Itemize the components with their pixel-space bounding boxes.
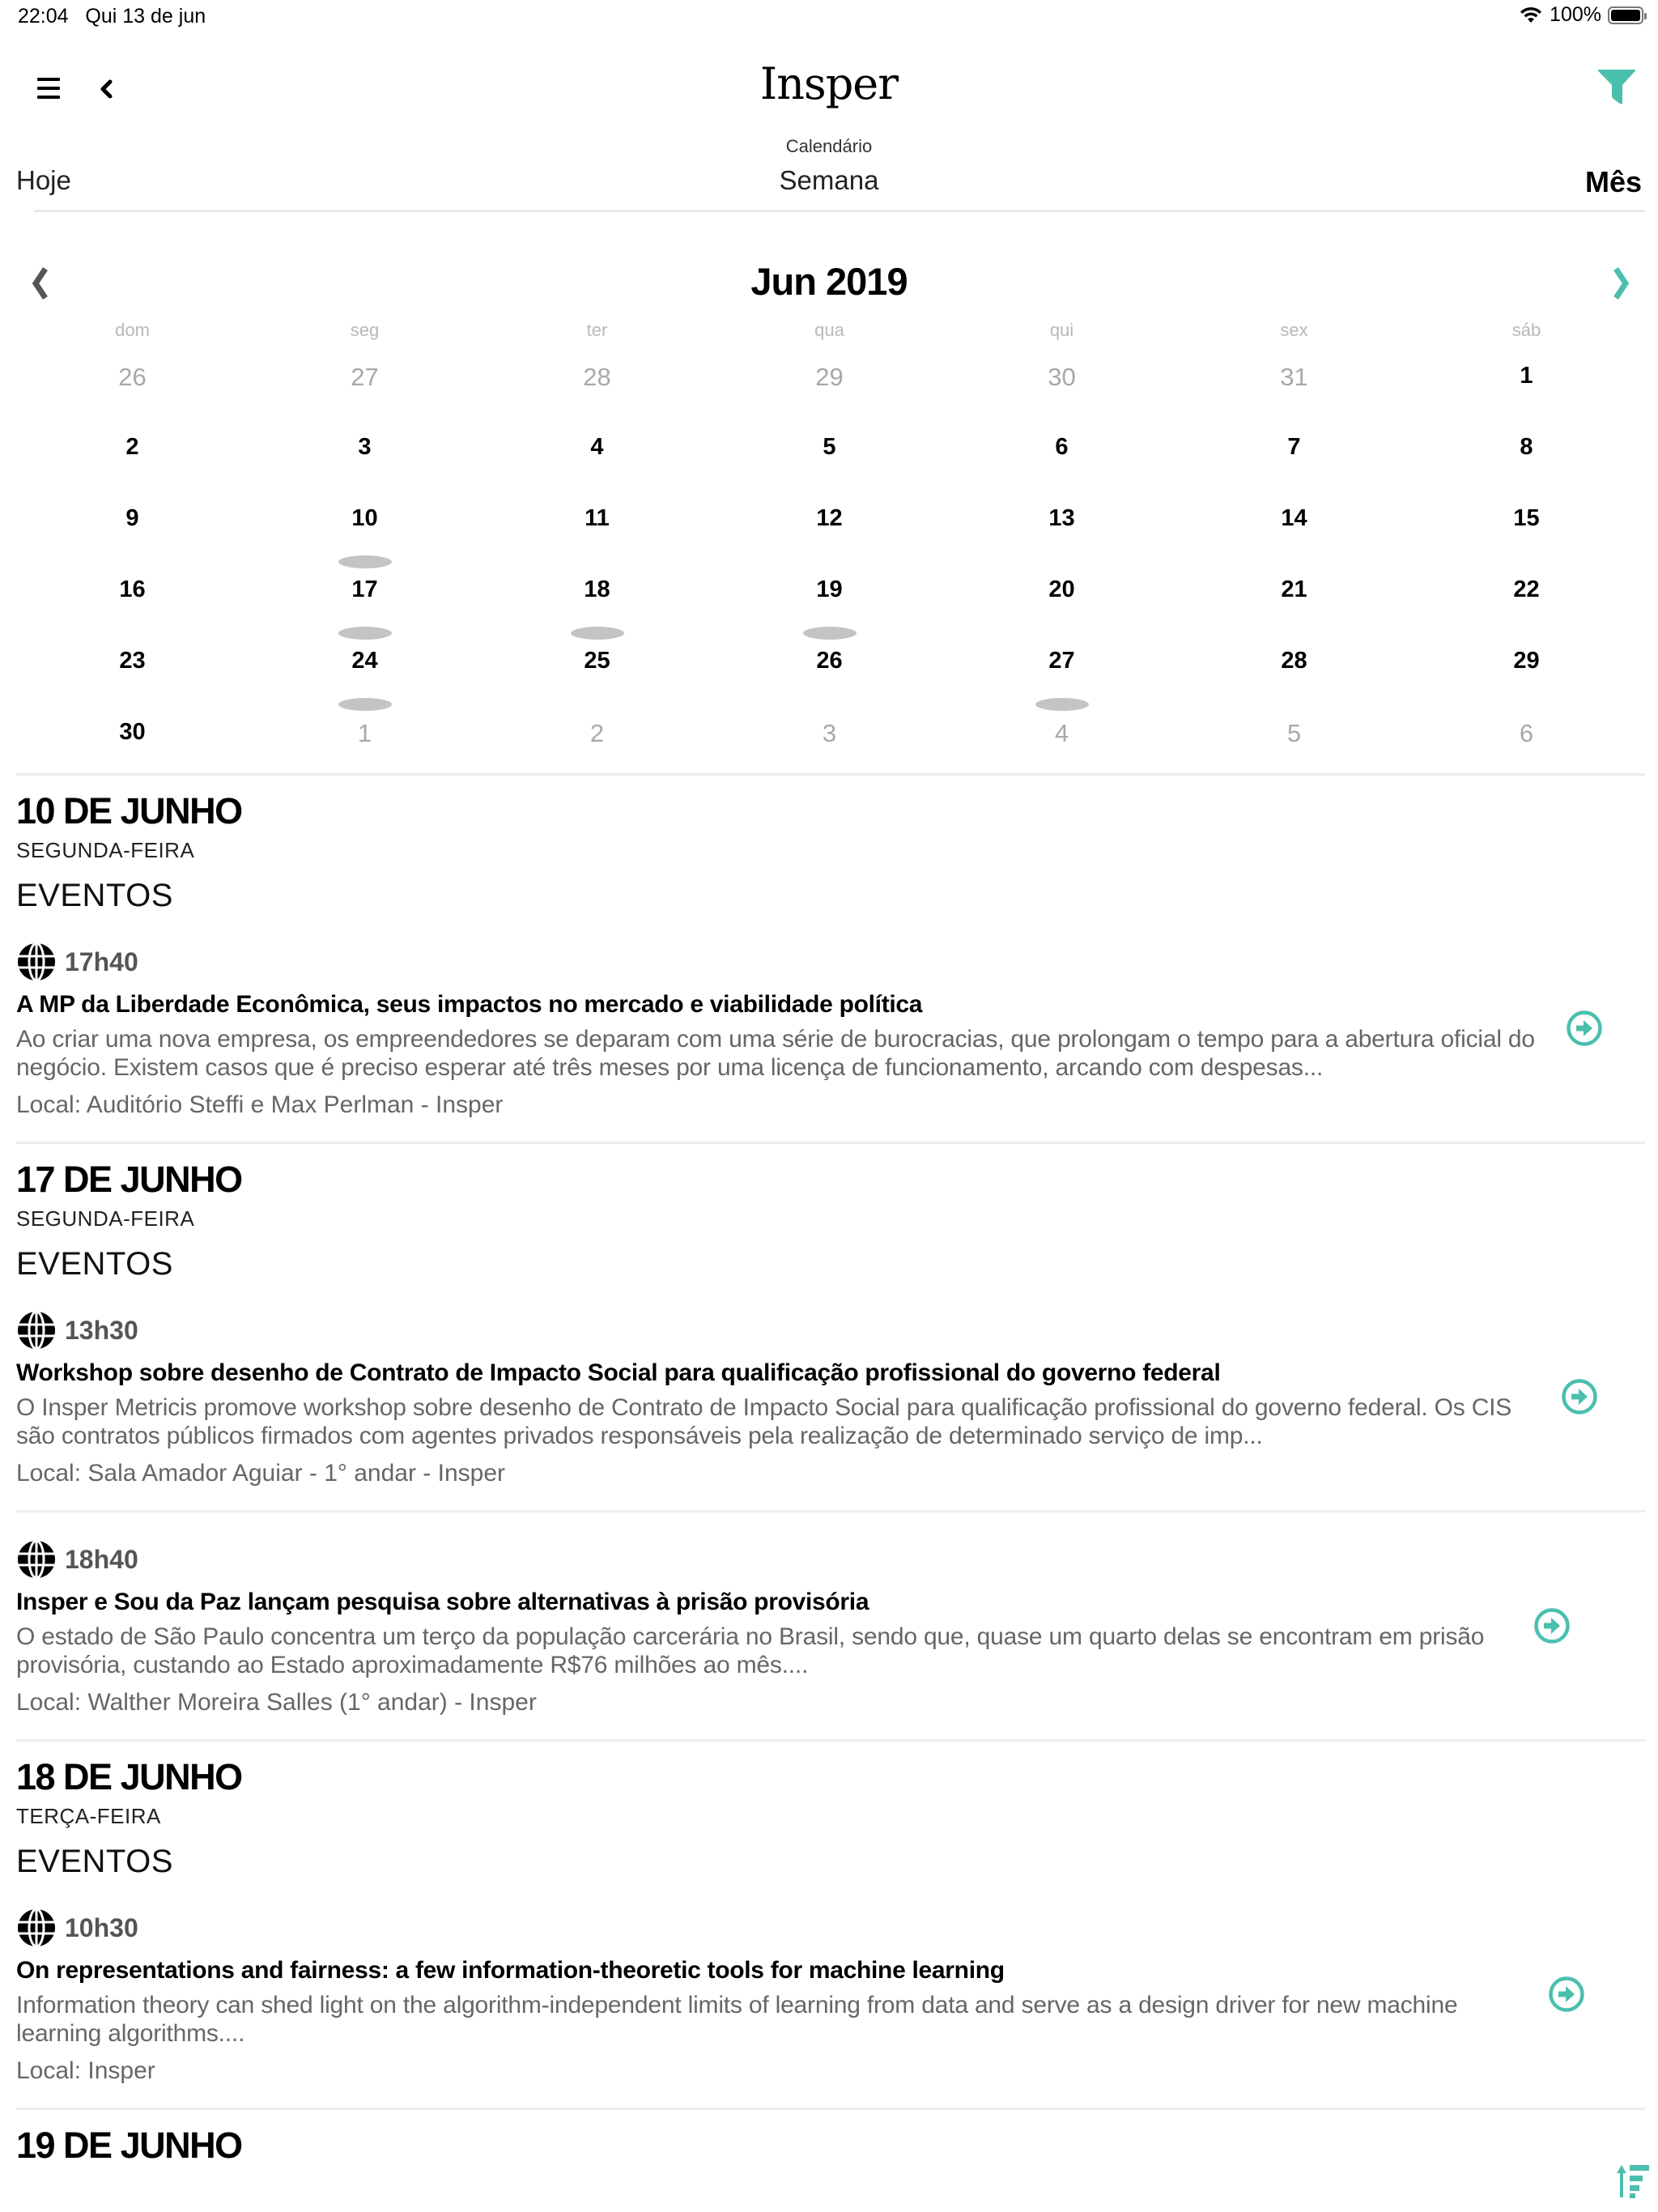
calendar-day[interactable] (713, 347, 946, 418)
calendar-day[interactable] (946, 418, 1178, 489)
open-event-arrow-icon[interactable] (1561, 1378, 1598, 1415)
clock-time: 22:04 (18, 5, 69, 28)
wifi-icon (1519, 6, 1543, 24)
calendar-day[interactable] (249, 418, 481, 489)
month-calendar-grid (16, 314, 1642, 774)
event-location: Local: Walther Moreira Salles (1° andar) - Insper (16, 1689, 537, 1716)
calendar-day[interactable] (481, 703, 713, 774)
calendar-day[interactable] (946, 632, 1178, 703)
calendar-day[interactable] (481, 489, 713, 560)
event-title[interactable]: Workshop sobre desenho de Contrato de Impacto Social para qualificação profissional do governo federal (16, 1359, 1221, 1386)
view-option-semana-wrap (0, 165, 1658, 196)
day-number: 26 (816, 648, 843, 674)
globe-icon (16, 1908, 57, 1948)
day-number: 3 (822, 719, 837, 747)
day-number: 26 (118, 363, 147, 391)
day-number: 6 (1519, 719, 1534, 747)
day-number: 4 (590, 434, 604, 460)
clock-date: Qui 13 de jun (85, 5, 206, 28)
day-number: 9 (125, 505, 139, 531)
day-title: 10 DE JUNHO (16, 790, 242, 832)
events-section-label: EVENTOS (16, 878, 173, 913)
day-number: 22 (1513, 576, 1540, 602)
calendar-day[interactable] (1178, 418, 1410, 489)
scroll-to-top-icon[interactable] (1615, 2163, 1651, 2199)
calendar-day[interactable] (16, 560, 249, 632)
globe-icon (16, 1310, 57, 1351)
event-location: Local: Insper (16, 2057, 155, 2084)
calendar-day[interactable] (713, 560, 946, 632)
calendar-week-row (16, 703, 1642, 774)
day-number: 29 (815, 363, 844, 391)
day-number: 12 (816, 505, 843, 531)
calendar-day[interactable] (1410, 560, 1643, 632)
calendar-day[interactable] (946, 560, 1178, 632)
status-bar-indicators (1519, 3, 1643, 27)
open-event-arrow-icon[interactable] (1548, 1976, 1585, 2013)
day-number: 30 (119, 719, 146, 745)
battery-icon (1608, 6, 1643, 24)
day-number: 7 (1287, 434, 1301, 460)
events-section-label: EVENTOS (16, 1246, 173, 1282)
calendar-day[interactable] (16, 418, 249, 489)
event-title[interactable]: On representations and fairness: a few information-theoretic tools for machine learning (16, 1957, 1005, 1984)
day-number: 2 (589, 719, 605, 747)
calendar-day[interactable] (249, 489, 481, 560)
event-time: 10h30 (65, 1912, 138, 1942)
header-divider (34, 210, 1645, 212)
calendar-day[interactable] (1410, 418, 1643, 489)
event-time: 18h40 (65, 1544, 138, 1574)
day-number: 16 (119, 576, 146, 602)
event-title[interactable]: Insper e Sou da Paz lançam pesquisa sobre alternativas à prisão provisória (16, 1589, 869, 1615)
event-item[interactable] (16, 915, 1645, 1142)
view-option-hoje[interactable]: Hoje (16, 165, 71, 195)
calendar-day[interactable] (713, 703, 946, 774)
day-number: 19 (816, 576, 843, 602)
calendar-day[interactable] (249, 560, 481, 632)
calendar-week-row (16, 418, 1642, 489)
day-number: 28 (583, 363, 611, 391)
calendar-day[interactable] (946, 347, 1178, 418)
calendar-week-row (16, 632, 1642, 703)
calendar-day[interactable] (16, 632, 249, 703)
day-number: 2 (125, 434, 139, 460)
event-description: O Insper Metricis promove workshop sobre desenho de Contrato de Impacto Social para qualificação profissional do governo federal. Os CIS são contratos públicos firmados com agentes privados responsáveis pela realização de determinado serviço de imp... (16, 1394, 1512, 1449)
day-number: 11 (585, 505, 610, 531)
battery-percent: 100% (1550, 3, 1601, 26)
event-time: 17h40 (65, 946, 138, 976)
month-title: Jun 2019 (750, 260, 908, 303)
calendar-day[interactable] (1178, 632, 1410, 703)
weekday-label: sáb (1511, 320, 1541, 340)
day-number: 5 (823, 434, 836, 460)
day-section (16, 1739, 1645, 2108)
day-number: 3 (358, 434, 372, 460)
day-section (16, 2108, 1645, 2167)
day-number: 24 (351, 648, 378, 674)
day-number: 29 (1513, 648, 1540, 674)
day-number: 1 (357, 719, 372, 747)
weekday-label: qua (814, 320, 844, 340)
status-bar-time (18, 5, 206, 28)
event-time-row (16, 1908, 1540, 1947)
day-number: 6 (1055, 434, 1069, 460)
day-number: 13 (1048, 505, 1075, 531)
day-number: 18 (584, 576, 610, 602)
open-event-arrow-icon[interactable] (1533, 1607, 1571, 1644)
events-section-label: EVENTOS (16, 1844, 173, 1879)
calendar-week-row (16, 347, 1642, 418)
open-event-arrow-icon[interactable] (1566, 1010, 1603, 1047)
next-month-chevron-icon[interactable] (1609, 264, 1632, 303)
weekday-label: qui (1049, 320, 1074, 340)
day-title: 19 DE JUNHO (16, 2125, 242, 2166)
day-number: 23 (119, 648, 146, 674)
previous-month-chevron-icon[interactable] (29, 264, 52, 303)
day-number: 8 (1520, 434, 1533, 460)
calendar-week-row (16, 560, 1642, 632)
event-description: Ao criar uma nova empresa, os empreendedores se deparam com uma série de burocracias, que prolongam o tempo para a abertura oficial do negócio. Existem casos que é preciso esperar até três meses por uma licença de funcionamento, arcando com despesas... (16, 1026, 1535, 1081)
day-title: 17 DE JUNHO (16, 1159, 242, 1200)
day-number: 5 (1286, 719, 1302, 747)
calendar-day[interactable] (713, 632, 946, 703)
weekday-label: dom (115, 320, 150, 340)
calendar-day[interactable] (1410, 632, 1643, 703)
day-number: 28 (1281, 648, 1307, 674)
events-list (16, 773, 1645, 2167)
calendar-day[interactable] (481, 418, 713, 489)
day-number: 10 (351, 505, 378, 531)
calendar-day[interactable] (1410, 703, 1643, 774)
day-number: 30 (1048, 363, 1076, 391)
calendar-day[interactable] (249, 632, 481, 703)
calendar-day[interactable] (1410, 489, 1643, 560)
view-caption: Calendário (785, 136, 873, 156)
calendar-day[interactable] (481, 632, 713, 703)
day-section (16, 773, 1645, 1142)
event-location: Local: Sala Amador Aguiar - 1° andar - Insper (16, 1460, 505, 1487)
event-location: Local: Auditório Steffi e Max Perlman - Insper (16, 1091, 504, 1118)
weekday-label: sex (1280, 320, 1308, 340)
filter-icon[interactable] (1596, 66, 1637, 107)
calendar-day[interactable] (1178, 560, 1410, 632)
view-option-semana[interactable]: Semana (779, 165, 879, 195)
day-number: 20 (1048, 576, 1075, 602)
weekday-label: seg (350, 320, 380, 340)
event-time-row (16, 942, 1540, 981)
insper-logo: Insper (759, 58, 899, 109)
calendar-day[interactable] (481, 347, 713, 418)
calendar-day[interactable] (249, 347, 481, 418)
calendar-day[interactable] (713, 418, 946, 489)
calendar-day[interactable] (1178, 703, 1410, 774)
day-number: 27 (1048, 648, 1075, 674)
view-option-mes[interactable]: Mês (1584, 165, 1642, 198)
day-number: 31 (1280, 363, 1308, 391)
day-number: 17 (351, 576, 378, 602)
calendar-day[interactable] (16, 489, 249, 560)
calendar-day[interactable] (16, 703, 249, 774)
event-time-row (16, 1540, 1540, 1579)
calendar-day[interactable] (249, 703, 481, 774)
weekday-header-row (16, 314, 1642, 347)
calendar-day[interactable] (481, 560, 713, 632)
event-item[interactable] (16, 1283, 1645, 1510)
day-section (16, 1142, 1645, 1739)
calendar-day[interactable] (1410, 347, 1643, 418)
calendar-day[interactable] (713, 489, 946, 560)
calendar-day[interactable] (16, 347, 249, 418)
day-number: 27 (351, 363, 379, 391)
day-number: 4 (1054, 719, 1069, 747)
day-weekday: SEGUNDA-FEIRA (16, 838, 195, 862)
day-weekday: TERÇA-FEIRA (16, 1804, 161, 1828)
calendar-day[interactable] (1178, 489, 1410, 560)
globe-icon (16, 1539, 57, 1580)
calendar-day[interactable] (946, 703, 1178, 774)
day-number: 15 (1513, 505, 1540, 531)
event-time: 13h30 (65, 1315, 138, 1345)
calendar-day[interactable] (946, 489, 1178, 560)
calendar-week-row (16, 489, 1642, 560)
event-title[interactable]: A MP da Liberdade Econômica, seus impactos no mercado e viabilidade política (16, 991, 923, 1018)
day-title: 18 DE JUNHO (16, 1756, 242, 1797)
day-number: 14 (1281, 505, 1307, 531)
weekday-label: ter (586, 320, 608, 340)
day-number: 21 (1281, 576, 1307, 602)
calendar-day[interactable] (1178, 347, 1410, 418)
day-number: 1 (1520, 363, 1533, 389)
event-time-row (16, 1311, 1540, 1350)
day-number: 25 (584, 648, 610, 674)
day-weekday: SEGUNDA-FEIRA (16, 1206, 195, 1231)
event-item[interactable] (16, 1881, 1645, 2108)
event-item[interactable] (16, 1510, 1645, 1739)
event-description: O estado de São Paulo concentra um terço da população carcerária no Brasil, sendo que, quase um quarto delas se encontram em prisão provisória, custando ao Estado aproximadamente R$76 milhões ao mês.... (16, 1623, 1485, 1678)
event-description: Information theory can shed light on the algorithm-independent limits of learning from data and serve as a design driver for new machine learning algorithms.... (16, 1992, 1458, 2047)
globe-icon (16, 942, 57, 982)
